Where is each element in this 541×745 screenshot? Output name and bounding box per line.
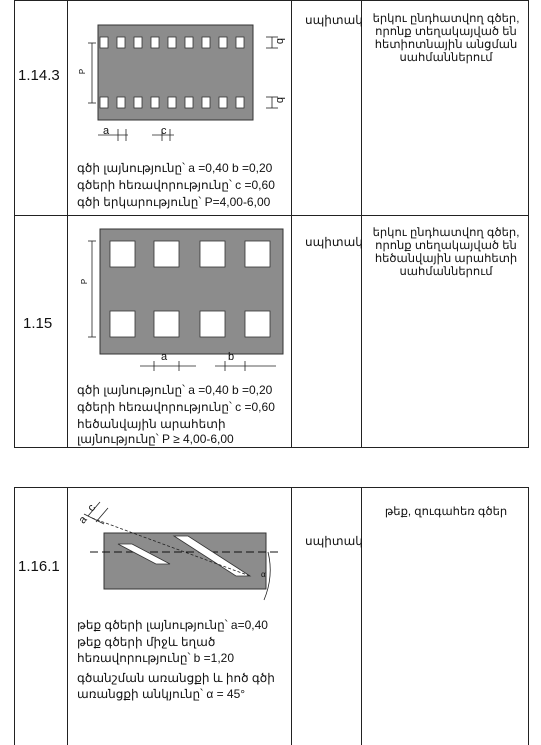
caption-line: առանցքի անկյունը՝ α = 45° xyxy=(77,687,246,701)
dim-a-label: a xyxy=(103,125,110,137)
caption-line: գծի երկարությունը՝ P=4,00-6,00 xyxy=(77,195,271,209)
caption-line: լայնությունը՝ P ≥ 4,00-6,00 xyxy=(77,432,234,446)
caption-line: թեք գծերի լայնությունը՝ a=0,40 xyxy=(77,618,268,632)
marking-diagram-1-16-1 xyxy=(70,496,290,616)
row-number: 1.16.1 xyxy=(18,558,60,575)
col-divider xyxy=(361,1,362,447)
caption-line: գծերի հեռավորությունը՝ c =0,60 xyxy=(77,178,275,192)
markings-table-bottom xyxy=(14,487,529,745)
markings-table-top xyxy=(14,0,529,448)
row-description: երկու ընդհատվող գծեր, որոնք տեղակայված են հեծանվային արահետի սահմաններում xyxy=(372,227,520,278)
dim-c-label: c xyxy=(161,125,167,137)
col-divider xyxy=(291,488,292,745)
caption-line: թեք գծերի միջև եղած xyxy=(77,635,216,649)
caption-line: գծի լայնությունը՝ a =0,40 b =0,20 xyxy=(77,383,273,397)
row-number: 1.14.3 xyxy=(18,67,60,84)
col-divider xyxy=(291,1,292,447)
row-color: սպիտակ xyxy=(305,534,363,548)
row-color: սպիտակ xyxy=(305,13,363,27)
marking-diagram-1-15 xyxy=(70,223,290,373)
row-description: թեք, զուգահեռ գծեր xyxy=(384,506,508,518)
dim-c-label: c xyxy=(85,502,99,514)
caption-line: գծերի հեռավորությունը՝ c =0,60 xyxy=(77,400,275,414)
col-divider xyxy=(361,488,362,745)
caption-line: հեռավորությունը՝ b =1,20 xyxy=(77,651,235,665)
col-divider xyxy=(67,1,68,447)
dim-b-label: b xyxy=(274,37,287,45)
row-number: 1.15 xyxy=(23,315,53,332)
row-color: սպիտակ xyxy=(305,235,363,249)
dim-p-label: P xyxy=(78,68,88,75)
dim-a-label: a xyxy=(161,351,168,363)
dim-b-label: b xyxy=(228,351,235,363)
row-divider xyxy=(15,215,528,216)
caption-line: գծանշման առանցքի և իոծ գծի xyxy=(77,671,275,685)
dim-p-label: P xyxy=(80,278,90,285)
col-divider xyxy=(67,488,68,745)
dim-alpha-label: α xyxy=(261,570,266,579)
row-description: երկու ընդհատվող գծեր, որոնք տեղակայված են հետիոտնային անցման սահմաններում xyxy=(372,13,520,64)
dim-b-label: b xyxy=(274,96,287,104)
caption-line: գծի լայնությունը՝ a =0,40 b =0,20 xyxy=(77,161,273,175)
caption-line: հեծանվային արահետի xyxy=(77,417,226,431)
dim-a-label: a xyxy=(76,513,90,527)
